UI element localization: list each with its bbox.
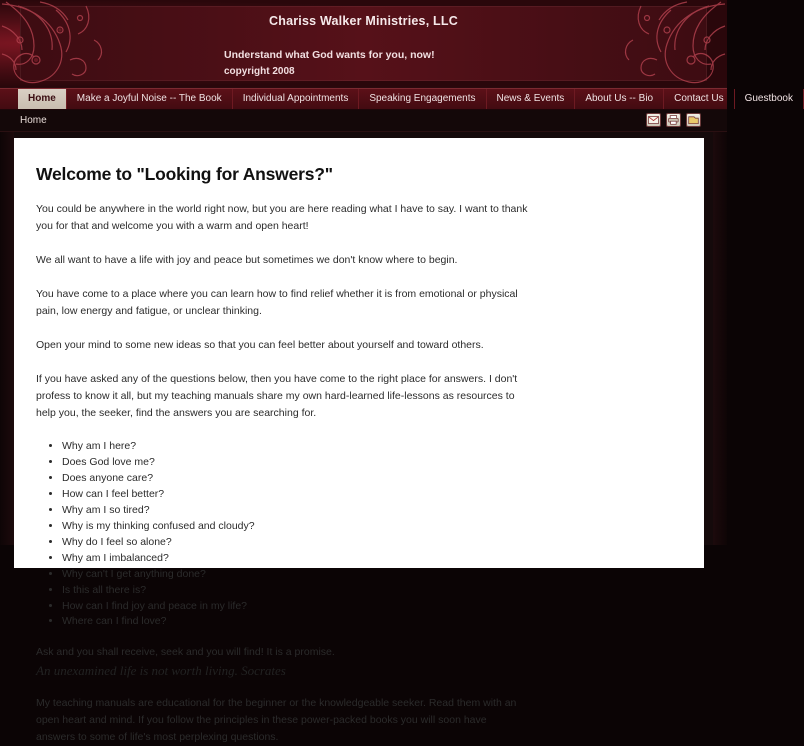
site-copyright: copyright 2008: [224, 65, 295, 77]
nav-item-contact-us[interactable]: Contact Us: [664, 89, 734, 109]
list-item: • Does God love me?: [62, 455, 682, 471]
list-item: • Why is my thinking confused and cloudy?: [62, 519, 682, 535]
site-banner: [0, 0, 727, 88]
intro-paragraph-1: You could be anywhere in the world right now, but you are here reading what I have to say. I want to thank you for that and welcome you with a warm and open heart!: [36, 203, 528, 232]
nav-item-guestbook[interactable]: Guestbook: [735, 89, 804, 109]
print-page-icon[interactable]: [666, 113, 681, 127]
site-title: Chariss Walker Ministries, LLC: [269, 14, 458, 28]
closing-paragraph: My teaching manuals are educational for the beginner or the knowledgeable seeker. Read them with an open heart and mind. If you follow the principles in these power-packed books you will soon have answers to some of life's most perplexing questions.: [36, 697, 517, 744]
list-item: • Does anyone care?: [62, 471, 682, 487]
nav-item-individual-appointments[interactable]: Individual Appointments: [233, 89, 360, 109]
nav-item-speaking-engagements[interactable]: Speaking Engagements: [359, 89, 486, 109]
list-item: • Why am I here?: [62, 439, 682, 455]
main-navigation: [0, 88, 793, 110]
banner-text-block: [0, 14, 727, 77]
email-page-icon[interactable]: [646, 113, 661, 127]
questions-list: [36, 439, 682, 630]
list-item: • How can I feel better?: [62, 487, 682, 503]
content-area: [0, 132, 727, 744]
intro-paragraph-5: If you have asked any of the questions below, then you have come to the right place for answers. I don't profess to know it all, but my teaching manuals share my own hard-learned life-lessons as resources to help you, the seeker, find the answers you are searching for.: [36, 373, 518, 419]
nav-item-news-and-events[interactable]: News & Events: [487, 89, 576, 109]
breadcrumb[interactable]: Home: [20, 115, 47, 126]
bookmark-page-icon[interactable]: [686, 113, 701, 127]
nav-item-make-a-joyful-noise-the-book[interactable]: Make a Joyful Noise -- The Book: [67, 89, 233, 109]
page-tools: [646, 113, 701, 127]
list-item: • How can I find joy and peace in my life?: [62, 599, 682, 615]
list-item: • Where can I find love?: [62, 614, 682, 630]
nav-item-about-us-bio[interactable]: About Us -- Bio: [575, 89, 664, 109]
socrates-quote: An unexamined life is not worth living. Socrates: [36, 663, 286, 679]
intro-paragraph-2: We all want to have a life with joy and peace but sometimes we don't know where to begin.: [36, 254, 458, 266]
promise-text: Ask and you shall receive, seek and you will find! It is a promise.: [36, 646, 335, 659]
list-item: • Why am I imbalanced?: [62, 551, 682, 567]
list-item: • Why can't I get anything done?: [62, 567, 682, 583]
list-item: • Why am I so tired?: [62, 503, 682, 519]
breadcrumb-bar: [0, 110, 727, 132]
nav-item-home[interactable]: Home: [18, 89, 67, 109]
left-gutter: [0, 132, 14, 545]
right-gutter: [713, 132, 727, 545]
site-tagline: Understand what God wants for you, now!: [224, 49, 435, 61]
page-title: Welcome to "Looking for Answers?": [36, 164, 333, 184]
intro-paragraph-4: Open your mind to some new ideas so that you can feel better about yourself and toward others.: [36, 339, 484, 351]
list-item: • Why do I feel so alone?: [62, 535, 682, 551]
intro-paragraph-3: You have come to a place where you can learn how to find relief whether it is from emotional or physical pain, low energy and fatigue, or unclear thinking.: [36, 288, 518, 317]
list-item: • Is this all there is?: [62, 583, 682, 599]
page-sheet: [14, 138, 704, 744]
